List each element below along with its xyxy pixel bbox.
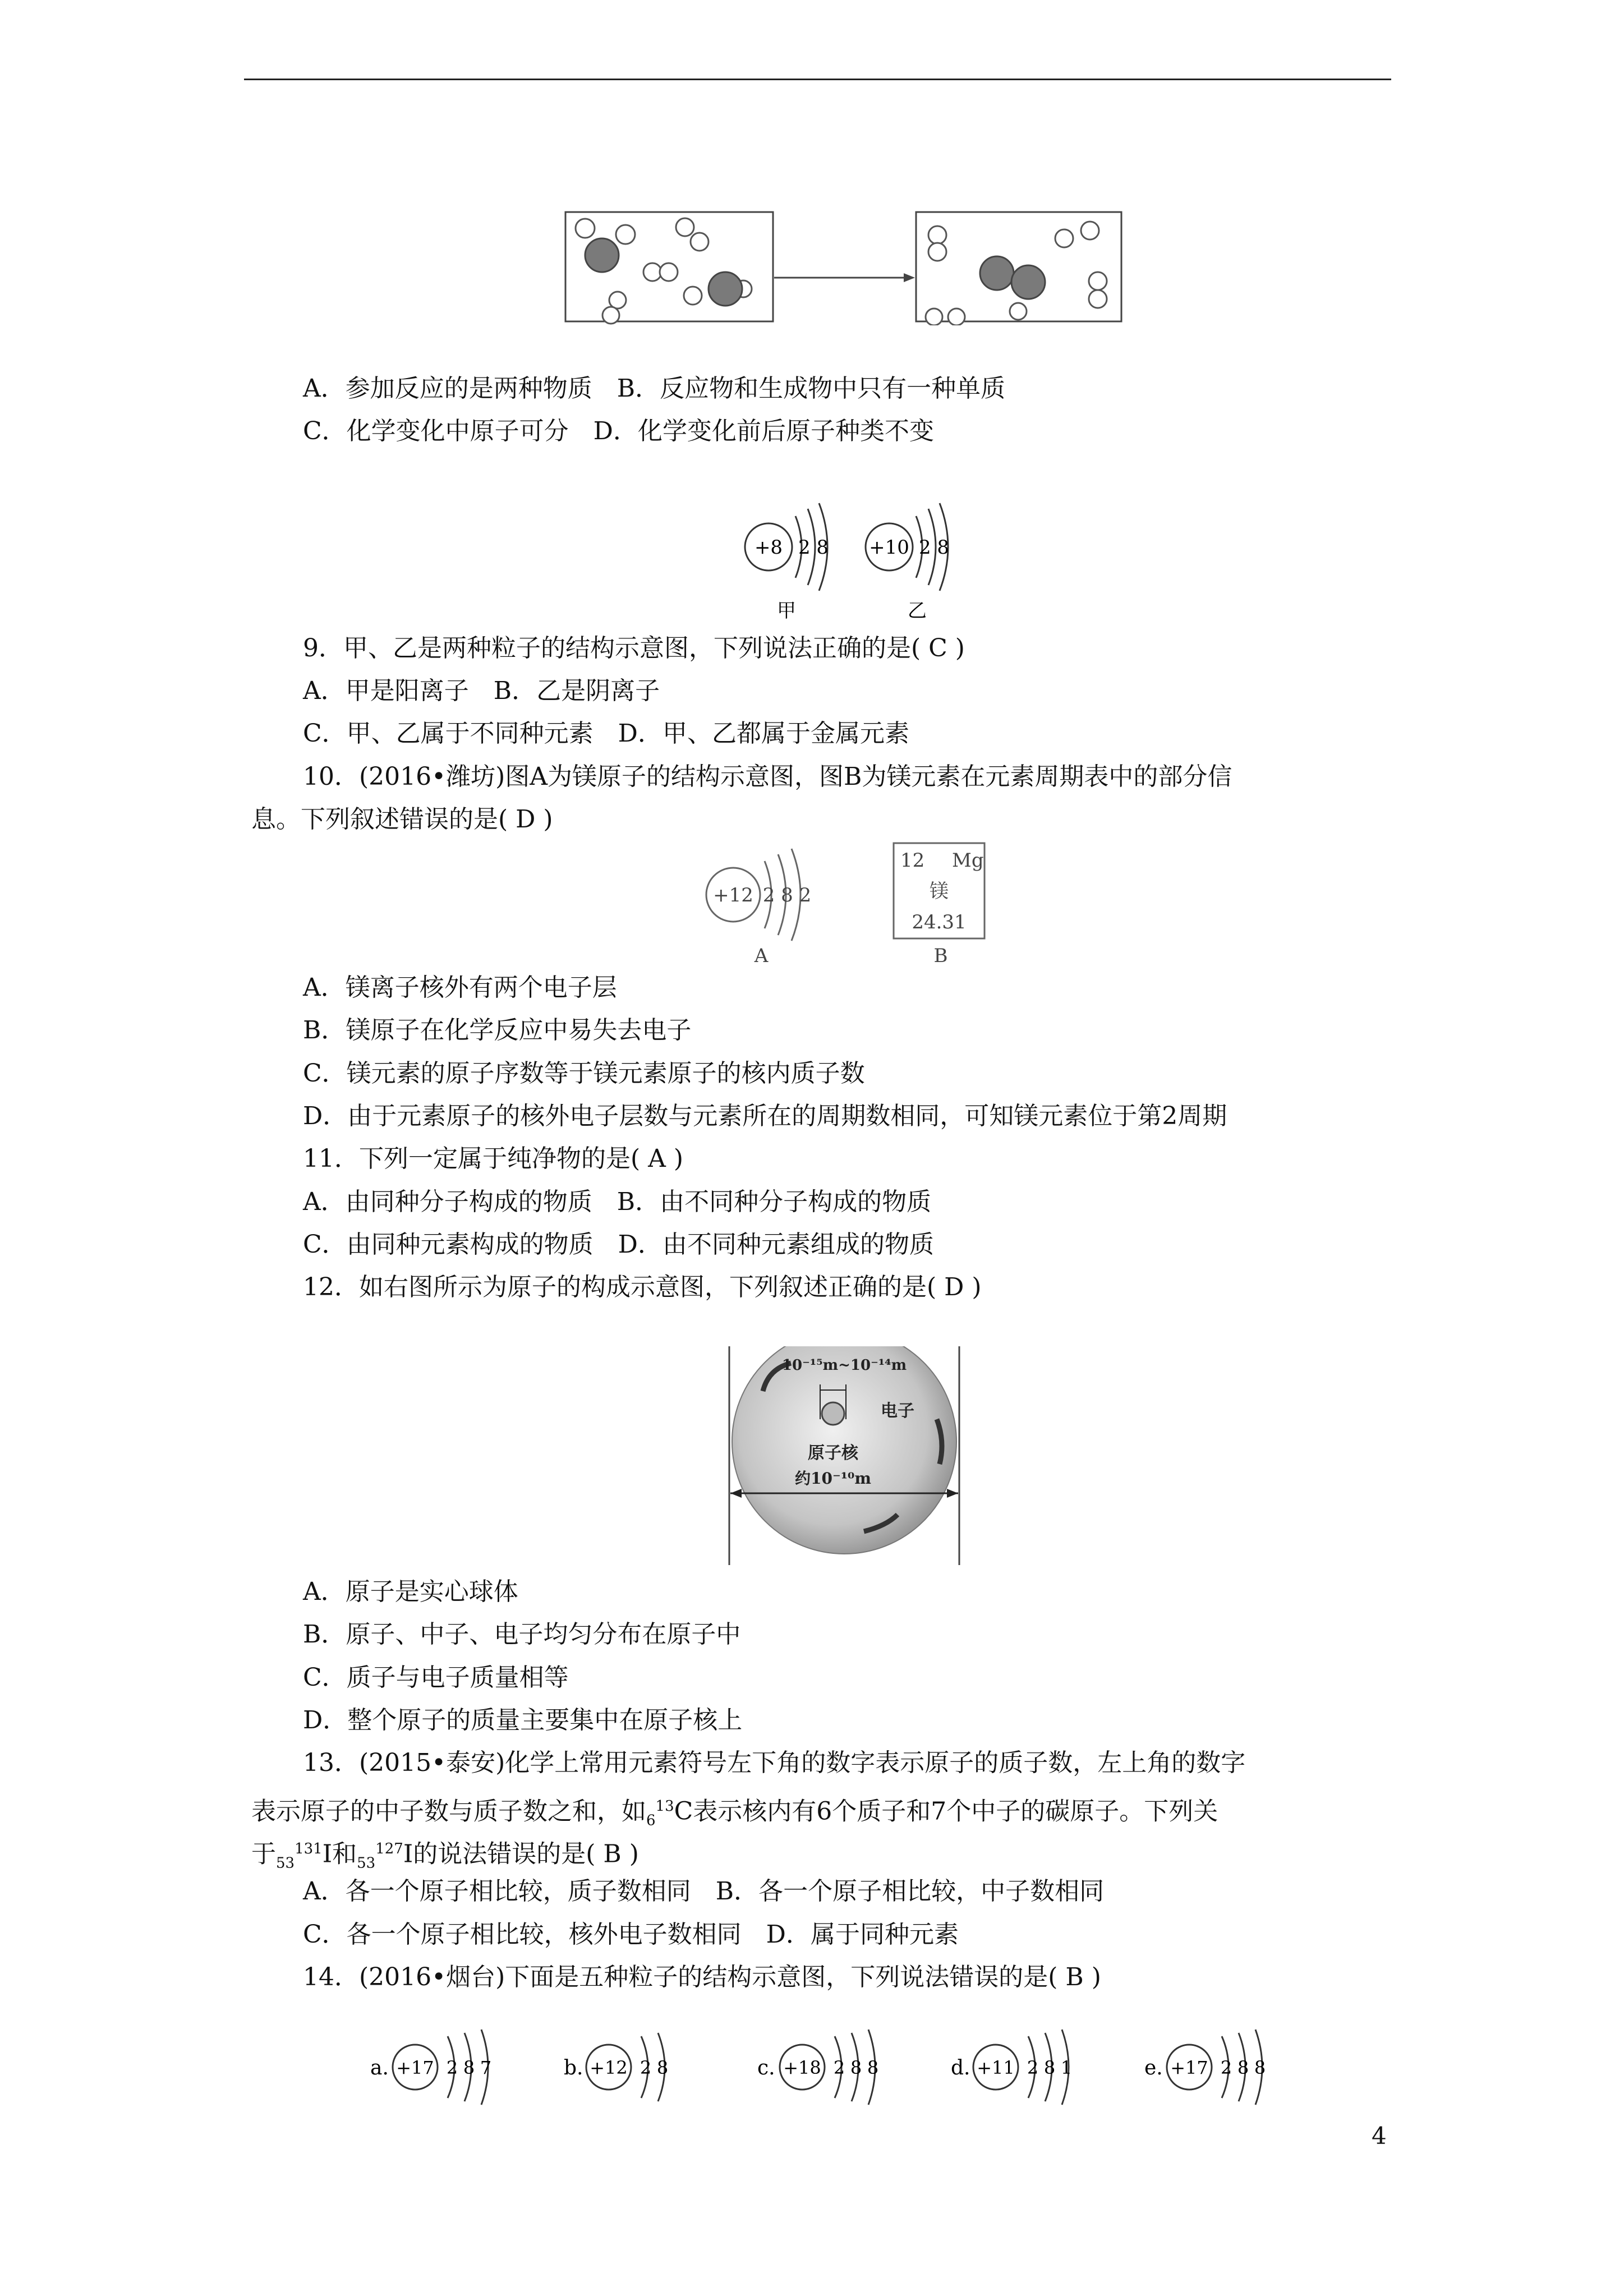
q10-option-c: C．镁元素的原子序数等于镁元素原子的核内质子数	[303, 1059, 865, 1088]
shell-electron-count: 8	[867, 2057, 879, 2078]
q13-options-row1	[303, 1874, 1104, 1909]
shell-electron-count: 8	[1237, 2057, 1249, 2078]
nucleus-charge: +11	[977, 2057, 1015, 2078]
q11-options-row2	[303, 1227, 934, 1262]
q10-figures	[698, 839, 1001, 979]
q12-option-c: C．质子与电子质量相等	[303, 1663, 569, 1692]
shell-electron-count: 8	[1043, 2057, 1056, 2078]
q9-label-jia: 甲	[777, 600, 796, 622]
q9-options-row1	[303, 674, 660, 708]
nucleus-charge: +17	[396, 2057, 434, 2078]
q9-nucleus-yi: +10	[869, 536, 909, 559]
shell-electron-count: 2	[1027, 2057, 1039, 2078]
particle-b	[564, 2033, 668, 2101]
q9-option-b: B．乙是阴离子	[493, 677, 660, 705]
q11-option-d: D．由不同种元素组成的物质	[618, 1230, 934, 1259]
q10-label-b: B	[933, 945, 948, 967]
q13-stem-line2: 表示原子的中子数与质子数之和，如$_6^{13}$C表示核内有6个质子和7个中子的碳原子。下列关	[251, 1797, 1218, 1829]
q13-stem-line3: 于$_{53}^{131}$I和$_{53}^{127}$I的说法错误的是( B )	[251, 1839, 639, 1872]
particle-a	[370, 2030, 491, 2105]
q11-option-a: A．由同种分子构成的物质	[303, 1188, 592, 1216]
q9-particle-diagram	[735, 491, 970, 623]
nucleus	[822, 1402, 844, 1425]
nucleus-label: 原子核	[808, 1443, 858, 1463]
header-rule	[244, 79, 1391, 80]
nucleus-charge: +18	[783, 2057, 821, 2078]
shell-electron-count: 2	[446, 2057, 458, 2078]
isotope-example-z: 6	[646, 1812, 656, 1829]
q9-shells-yi: 2 8	[918, 536, 950, 559]
iodine-127-z: 53	[357, 1855, 376, 1872]
arrow-head	[904, 273, 915, 282]
shell-electron-count: 2	[640, 2057, 652, 2078]
q10-stem-line2: 息。下列叙述错误的是( D )	[251, 805, 553, 834]
cell-symbol: Mg	[952, 849, 984, 872]
nucleus-charge: +12	[590, 2057, 628, 2078]
q10-option-a: A．镁离子核外有两个电子层	[303, 973, 617, 1002]
particle-label: a.	[370, 2056, 389, 2079]
particle-d	[951, 2030, 1072, 2105]
nucleus-charge: +17	[1170, 2057, 1208, 2078]
particle-c	[757, 2030, 878, 2105]
q9-option-c: C．甲、乙属于不同种元素	[303, 719, 594, 748]
cell-number: 12	[900, 849, 925, 872]
reaction-diagram	[564, 210, 1125, 325]
shell-electron-count: 8	[463, 2057, 475, 2078]
iodine-131-z: 53	[276, 1855, 295, 1872]
q11-option-c: C．由同种元素构成的物质	[303, 1230, 594, 1259]
shell-electron-count: 8	[850, 2057, 862, 2078]
shell-electron-count: 2	[833, 2057, 845, 2078]
cell-mass: 24.31	[912, 911, 967, 933]
atom-model-figure	[724, 1346, 970, 1565]
shell-electron-count: 2	[1220, 2057, 1232, 2078]
q9-shells-jia: 2 8	[798, 536, 829, 559]
q9-label-yi: 乙	[908, 600, 927, 622]
shell-electron-count: 8	[1254, 2057, 1266, 2078]
q12-option-a: A．原子是实心球体	[303, 1577, 518, 1606]
atom-size-label: 约10⁻¹⁰m	[795, 1469, 871, 1488]
shell-electron-count: 8	[656, 2057, 669, 2078]
q8-options-row2	[303, 414, 934, 449]
q13-option-c: C．各一个原子相比较，核外电子数相同	[303, 1920, 742, 1949]
particle-label: d.	[951, 2056, 970, 2079]
q8-options-row1	[303, 371, 1005, 406]
q10-option-d: D．由于元素原子的核外电子层数与元素所在的周期数相同，可知镁元素位于第2周期	[303, 1102, 1227, 1130]
q14-particle-diagrams	[370, 2014, 1358, 2120]
particle-label: b.	[564, 2056, 583, 2079]
isotope-example-a: 13	[655, 1798, 674, 1815]
q8-option-a: A．参加反应的是两种物质	[303, 374, 592, 403]
q10-label-a: A	[754, 945, 769, 967]
page-number: 4	[1372, 2122, 1387, 2150]
q8-option-c: C．化学变化中原子可分	[303, 417, 569, 445]
q11-stem: 11．下列一定属于纯净物的是( A )	[303, 1144, 684, 1173]
particle-label: e.	[1144, 2056, 1163, 2079]
q10-nucleus: +12	[713, 884, 753, 907]
nucleus-size-range: 10⁻¹⁵m~10⁻¹⁴m	[781, 1357, 907, 1374]
q10-option-b: B．镁原子在化学反应中易失去电子	[303, 1016, 692, 1045]
q12-stem: 12．如右图所示为原子的构成示意图，下列叙述正确的是( D )	[303, 1273, 982, 1301]
cell-name: 镁	[930, 880, 949, 903]
q11-options-row1	[303, 1185, 931, 1220]
q10-shells: 2 8 2	[762, 884, 812, 907]
q8-option-d: D．化学变化前后原子种类不变	[593, 417, 934, 445]
shell-electron-count: 1	[1060, 2057, 1073, 2078]
q9-option-a: A．甲是阳离子	[303, 677, 469, 705]
iodine-131-a: 131	[295, 1841, 323, 1857]
q8-option-b: B．反应物和生成物中只有一种单质	[617, 374, 1006, 403]
q10-stem-line1: 10．(2016•潍坊)图A为镁原子的结构示意图，图B为镁元素在元素周期表中的部分信	[303, 762, 1232, 791]
q9-options-row2	[303, 716, 909, 751]
shell-electron-count: 7	[480, 2057, 492, 2078]
q12-option-d: D．整个原子的质量主要集中在原子核上	[303, 1706, 743, 1734]
q13-options-row2	[303, 1917, 959, 1952]
electron-label: 电子	[881, 1401, 914, 1421]
q11-option-b: B．由不同种分子构成的物质	[617, 1188, 932, 1216]
q13-option-b: B．各一个原子相比较，中子数相同	[715, 1877, 1105, 1906]
q9-option-d: D．甲、乙都属于金属元素	[618, 719, 909, 748]
q13-option-d: D．属于同种元素	[766, 1920, 959, 1949]
isotope-example-symbol: C	[674, 1797, 693, 1826]
particle-label: c.	[757, 2056, 775, 2079]
q9-stem: 9．甲、乙是两种粒子的结构示意图，下列说法正确的是( C )	[303, 634, 965, 662]
q13-option-a: A．各一个原子相比较，质子数相同	[303, 1877, 691, 1906]
q12-option-b: B．原子、中子、电子均匀分布在原子中	[303, 1620, 741, 1649]
q13-stem-line1: 13．(2015•泰安)化学上常用元素符号左下角的数字表示原子的质子数，左上角的数字	[303, 1749, 1246, 1777]
q14-stem: 14．(2016•烟台)下面是五种粒子的结构示意图，下列说法错误的是( B )	[303, 1963, 1101, 1991]
iodine-127-a: 127	[375, 1841, 403, 1857]
q9-nucleus-jia: +8	[754, 536, 783, 559]
particle-e	[1144, 2030, 1266, 2105]
